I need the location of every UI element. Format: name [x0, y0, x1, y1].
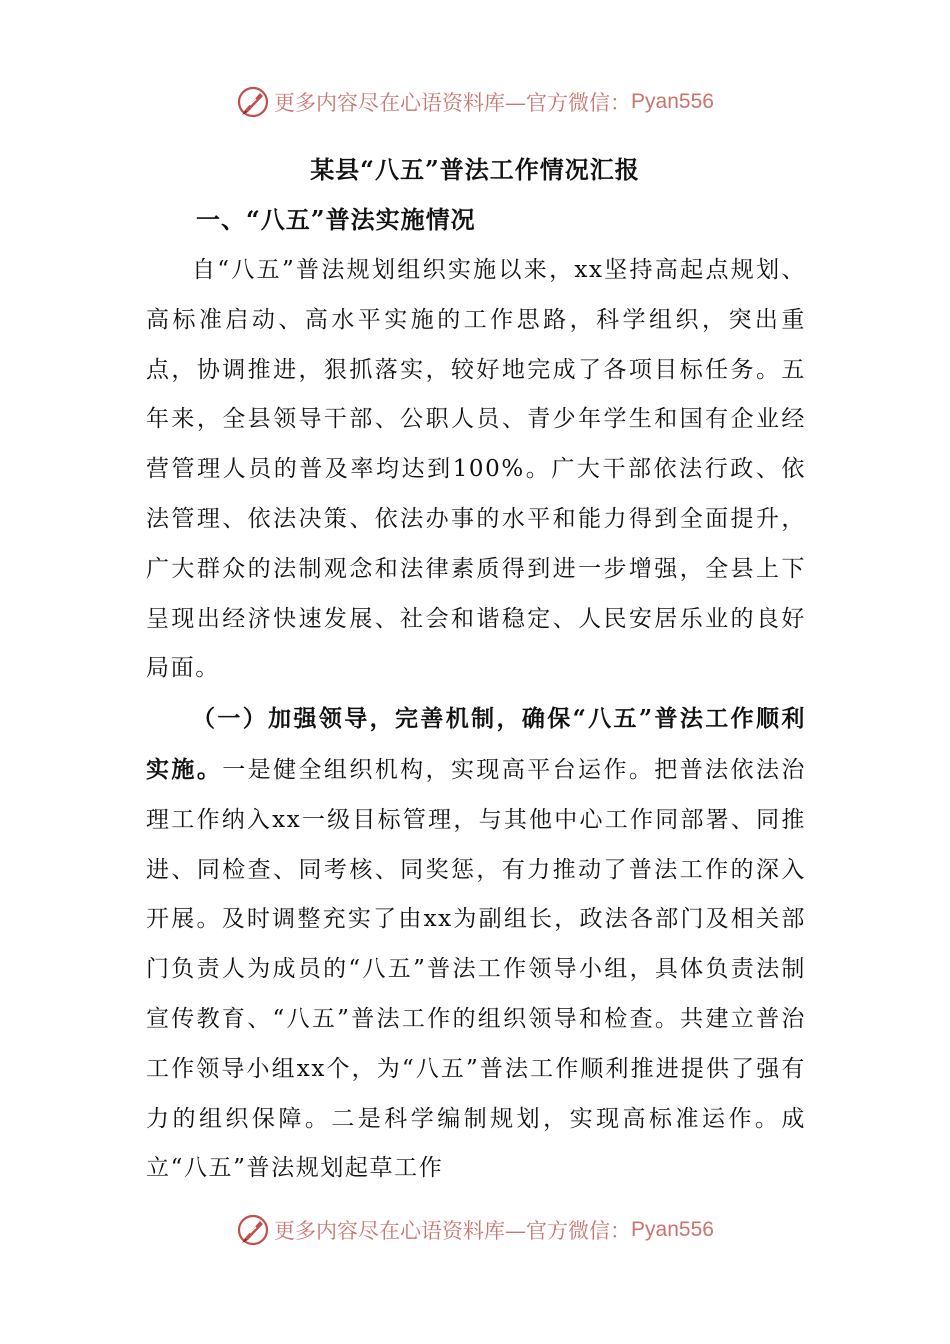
footer-banner — [0, 1210, 950, 1250]
paragraph-2-body: 一是健全组织机构，实现高平台运作。把普法依法治理工作纳入xx一级目标管理，与其他中心工作同部署、同推进、同检查、同考核、同奖惩，有力推动了普法工作的深入开展。及时调整充实了由xx为副组长，政法各部门及相关部门负责人为成员的“八五”普法工作领导小组，具体负责法制宣传教育、“八五”普法工作的组织领导和检查。共建立普治工作领导小组xx个，为“八五”普法工作顺利推进提供了强有力的组织保障。二是科学编制规划，实现高标准运作。成立“八五”普法规划起草工作 — [146, 756, 806, 1182]
banner-text: 更多内容尽在心语资料库—官方微信： — [274, 91, 632, 115]
quill-emblem-icon — [236, 85, 270, 119]
paragraph-1: 自“八五”普法规划组织实施以来，xx坚持高起点规划、高标准启动、高水平实施的工作思路，科学组织，突出重点，协调推进，狠抓落实，较好地完成了各项目标任务。五年来，全县领导干部、公职人员、青少年学生和国有企业经营管理人员的普及率均达到100%。广大干部依法行政、依法管理、依法决策、依法办事的水平和能力得到全面提升，广大群众的法制观念和法律素质得到进一步增强，全县上下呈现出经济快速发展、社会和谐稳定、人民安居乐业的良好局面。 — [146, 257, 806, 682]
document-title: 某县“八五”普法工作情况汇报 — [310, 155, 640, 184]
section-heading: 一、“八五”普法实施情况 — [196, 205, 476, 234]
paragraph-2 — [146, 694, 806, 1194]
banner-wechat-id: Pyan556 — [631, 1218, 714, 1241]
quill-emblem-icon — [236, 1213, 270, 1247]
banner-wechat-id: Pyan556 — [631, 90, 714, 113]
header-banner — [0, 82, 950, 122]
banner-text: 更多内容尽在心语资料库—官方微信： — [274, 1219, 632, 1243]
paragraph-2-lead: （一）加强领导，完善机制，确保“八五”普法工作顺利实施。 — [146, 705, 806, 783]
document-body — [146, 246, 806, 1194]
